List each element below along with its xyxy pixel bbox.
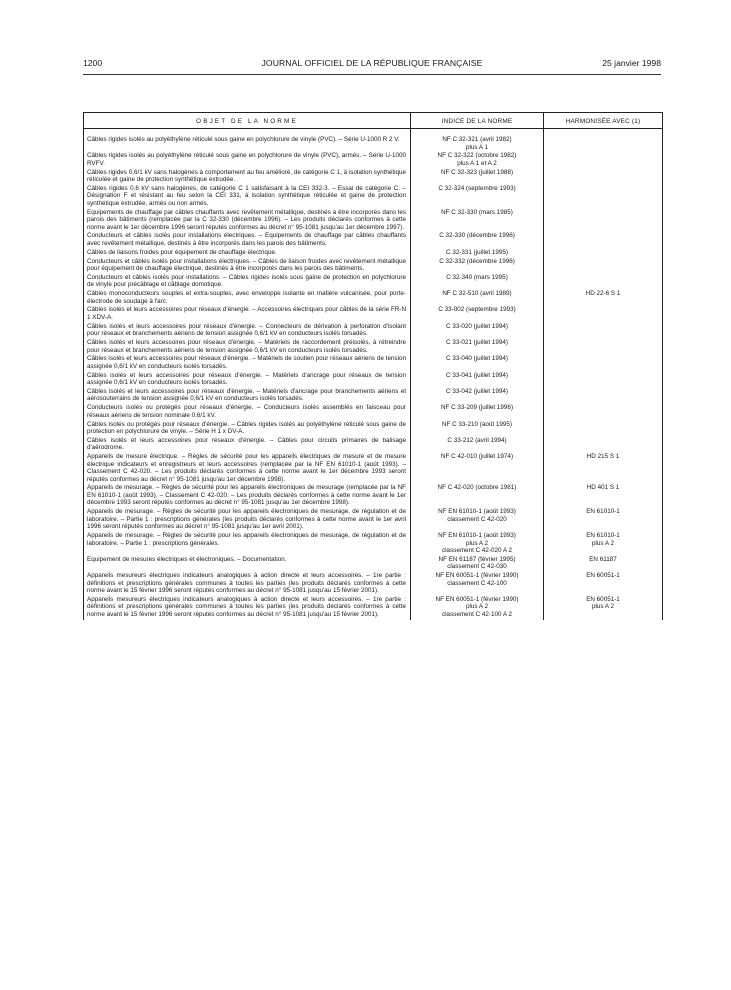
norm-index-line: C 33-020 (juillet 1994) [446,322,508,330]
harmonised-with [544,290,663,306]
norm-object: Câbles isolés et leurs accessoires pour réseaux d'énergie. – Accessoires électriques pour câbles de la série FR-N 1 XDV-A. [84,306,411,322]
table-row [84,596,663,620]
norm-object: Appareils mesureurs électriques indicateurs analogiques à action directe et leurs accessoires. – 1re partie : définitions et prescriptions générales communes à toutes les parties (les produits déclarés conformes à cette norme avant le 15 février 1996 seront réputés conformes au décret n° 95-1081 jusqu'au 15 février 2001). [84,572,411,596]
harmonised-line: plus A 2 [591,539,615,547]
norm-index-line: NF C 33-209 (juillet 1996) [440,404,514,412]
norm-object: Câbles monoconducteurs souples et extra-souples, avec enveloppe isolante en matière vulcanisée, pour porte-électrode de soudage à l'arc. [84,290,411,306]
harmonised-with [544,306,663,322]
norm-object: Conducteurs et câbles isolés pour installations électriques. – Equipements de chauffage par câbles chauffants avec revêtement métallique, destinés à être incorporés dans les parois des bâtiments. [84,232,411,248]
table-row [84,169,663,185]
norm-index [411,453,544,484]
table-row [84,306,663,322]
table-row [84,453,663,484]
norm-index-line: classement C 42-100 A 2 [441,610,512,618]
norm-object: Appareils de mesure électrique. – Règles de sécurité pour les appareils électriques de mesure et de mesure électrique indicateurs et enregistreurs et leurs accessoires (remplacée par la NF EN 61010-1 (août 1993). – Classement C 42-020. – Les produits déclarés conformes à cette norme avant le 1er décembre 1993 seront réputés conformes au décret n° 95-1081 jusqu'au 1er décembre 1998). [84,453,411,484]
table-row [84,404,663,420]
norm-index-line: NF EN 60051-1 (février 1990) [435,595,519,603]
norm-object: Conducteurs et câbles isolés pour installations électriques. – Câbles de liaison froides avec revêtement métallique pour équipement de chauffage électrique, destinés à être incorporés dans les parois des bâtiments. [84,258,411,274]
harmonised-with [544,249,663,258]
norm-object: Equipements de chauffage par câbles chauffants avec revêtement métallique, destinés à être incorporés dans les parois des bâtiments (remplacée par la C 32-330 (décembre 1996). – Les produits déclarés conformes à cette norme avant le 1er décembre 1996 seront réputés conformes au décret n° 95-1081 jusqu'au 1er décembre 1997). [84,209,411,233]
harmonised-with [544,209,663,233]
harmonised-with [544,129,663,153]
norm-index-line: plus A 1 et A 2 [457,159,497,167]
norm-index-line: NF C 42-010 (juillet 1974) [440,453,514,461]
norm-index-line: C 32-330 (décembre 1996) [439,232,515,240]
norm-object: Câbles isolés et leurs accessoires pour réseaux d'énergie. – Matériels d'ancrage pour branchements aériens et aérosouterrains de tension assignée 0,6/1 kV en conducteurs isolés torsadés. [84,388,411,404]
journal-title: JOURNAL OFFICIEL DE LA RÉPUBLIQUE FRANÇAISE [261,58,483,68]
harmonised-line: EN 60051-1 [586,572,620,580]
norm-index [411,152,544,168]
page-number: 1200 [83,58,103,68]
table-row [84,274,663,290]
norm-index [411,306,544,322]
norm-index-line: classement C 42-030 [447,563,507,571]
harmonised-with [544,404,663,420]
norm-object: Câbles isolés ou protégés pour réseaux d'énergie. – Câbles rigides isolés au polyéthylène réticulé sous gaine de protection en polychlorure de vinyle. – Série H 1 x DV-A. [84,421,411,437]
table-row [84,249,663,258]
norm-index [411,169,544,185]
table-row [84,437,663,453]
harmonised-with [544,185,663,209]
harmonised-with [544,532,663,556]
norm-index [411,572,544,596]
column-header-indice: INDICE DE LA NORME [411,113,544,129]
harmonised-line: EN 61187 [589,555,617,563]
norm-object: Câbles isolés et leurs accessoires pour réseaux d'énergie. – Matériels de soutien pour réseaux aériens de tension assignée 0,6/1 kV en conducteurs isolés torsadés. [84,355,411,371]
harmonised-with [544,388,663,404]
norm-index [411,421,544,437]
table-row [84,323,663,339]
harmonised-with [544,258,663,274]
table-row [84,290,663,306]
norm-object: Câbles isolés et leurs accessoires pour réseaux d'énergie. – Câbles pour circuits primaires de balisage d'aérodrome. [84,437,411,453]
table-row [84,185,663,209]
norm-index [411,372,544,388]
table-body [84,129,663,620]
norm-index-line: NF C 33-210 (août 1995) [441,420,512,428]
harmonised-line: HD 401 S 1 [586,484,620,492]
norm-index [411,274,544,290]
table-row [84,152,663,168]
norm-object: Equipement de mesures électriques et électroniques. – Documentation. [84,556,411,572]
harmonised-with [544,274,663,290]
norm-index-line: plus A 2 [465,603,489,611]
norm-index [411,355,544,371]
norm-object: Câbles rigides isolés au polyéthylène réticulé sous gaine en polychlorure de vinyle (PVC). – Série U-1000 R 2 V. [84,129,411,153]
norm-index [411,258,544,274]
norm-object: Appareils de mesurage. – Règles de sécurité pour les appareils électroniques de mesurage, de régulation et de laboratoire. – Partie 1 : prescriptions générales (les produits déclarés conformes à cette norme avant le 1er avril 1996 seront réputés conformes au décret n° 95-1081 jusqu'au 1er avril 2001). [84,508,411,532]
norm-index-line: NF C 32-330 (mars 1985) [441,208,513,216]
norm-index-line: C 32-324 (septembre 1993) [438,184,516,192]
norm-index [411,323,544,339]
norm-index-line: classement C 42-100 [447,579,507,587]
table-row [84,484,663,508]
norm-index [411,185,544,209]
norm-index-line: NF C 42-020 (octobre 1981) [437,484,517,492]
norm-index-line: C 33-040 (juillet 1994) [446,355,508,363]
norm-object: Conducteurs et câbles isolés pour installations. – Câbles rigides isolés sous gaine de protection en polychlorure de vinyle pour précâblage et câblage domotique. [84,274,411,290]
table-row [84,532,663,556]
harmonised-with [544,339,663,355]
norm-index-line: C 33-212 (avril 1994) [447,436,507,444]
norm-index [411,232,544,248]
norm-index [411,404,544,420]
norm-index [411,290,544,306]
table-header-row [84,113,663,129]
harmonised-with [544,169,663,185]
harmonised-with [544,572,663,596]
norm-object: Câbles de liaisons froides pour équipement de chauffage électrique. [84,249,411,258]
norm-object: Câbles rigides isolés au polyéthylène réticulé sous gaine en polychlorure de vinyle (PVC), armés. – Série U-1000 RVFV. [84,152,411,168]
norm-index-line: classement C 42-020 [447,515,507,523]
harmonised-with [544,232,663,248]
norm-object: Câbles isolés et leurs accessoires pour réseaux d'énergie. – Connecteurs de dérivation à perforation d'isolant pour réseaux et branchements aériens de tension assignée 0,6/1 kV en conducteurs isolés torsadés. [84,323,411,339]
table-row [84,339,663,355]
norm-index [411,437,544,453]
norm-index [411,129,544,153]
norm-index-line: NF C 32-323 (juillet 1988) [440,168,514,176]
harmonised-line: EN 61010-1 [586,532,620,540]
norm-object: Câbles isolés et leurs accessoires pour réseaux d'énergie. – Matériels de raccordement préisolés, à rétreindre pour réseaux et branchements aériens de tension assignée 0,6/1 kV en conducteurs isolés torsadés. [84,339,411,355]
column-header-objet: OBJET DE LA NORME [84,113,411,129]
table-row [84,355,663,371]
norm-index [411,556,544,572]
norm-index-line: NF C 32-321 (avril 1982) [442,136,512,143]
norm-object: Appareils de mesurage. – Règles de sécurité pour les appareils électroniques de mesurage (remplacée par la NF EN 61010-1 (août 1993). – Classement C 42-020. – Les produits déclarés conformes à cette norme avant le 1er décembre 1993 seront réputés conformes au décret n° 95-1081 jusqu'au 1er décembre 1998). [84,484,411,508]
norm-index-line: NF C 32-322 (octobre 1982) [437,152,517,160]
harmonised-line: EN 60051-1 [586,595,620,603]
norm-object: Appareils de mesurage. – Règles de sécurité pour les appareils électroniques de mesurage, de régulation et de laboratoire. – Partie 1 : prescriptions générales. [84,532,411,556]
norm-index-line: NF C 32-510 (avril 1989) [442,290,512,298]
table-row [84,232,663,248]
publication-date: 25 janvier 1998 [602,58,661,68]
harmonised-with [544,152,663,168]
table-row [84,572,663,596]
harmonised-with [544,421,663,437]
table-row [84,388,663,404]
norm-index-line: C 32-331 (juillet 1995) [446,248,508,256]
norm-index [411,484,544,508]
norm-index-line: C 33-002 (septembre 1993) [438,306,516,314]
norm-index-line: classement C 42-020 A 2 [441,547,512,555]
table-row [84,258,663,274]
norm-index [411,596,544,620]
norm-index-line: C 32-340 (mars 1995) [446,273,508,281]
harmonised-with [544,556,663,572]
harmonised-with [544,437,663,453]
norm-object: Câbles rigides 0,6/1 kV sans halogènes à comportement au feu amélioré, de catégorie C 1, à isolation synthétique réticulée et gaine de protection synthétique extrudée. [84,169,411,185]
harmonised-with [544,372,663,388]
norm-index-line: C 33-042 (juillet 1994) [446,387,508,395]
harmonised-with [544,508,663,532]
norm-index [411,249,544,258]
table-row [84,421,663,437]
harmonised-with [544,596,663,620]
standards-table [83,112,663,620]
harmonised-line: HD 215 S 1 [586,453,620,461]
harmonised-with [544,355,663,371]
norm-object: Câbles rigides 0,6 kV sans halogènes, de catégorie C 1 satisfaisant à la CEI 332-3. – Essai de catégorie C. – Désignation F et résistant au feu selon la CEI 331, à isolation synthétique réticulée et gaine de protection synthétique extrudée, armés ou non armés. [84,185,411,209]
harmonised-line: EN 61010-1 [586,508,620,516]
harmonised-line: HD 22-6 S 1 [585,290,621,298]
column-header-harmonisee: HARMONISÉE AVEC (1) [544,113,663,129]
harmonised-with [544,484,663,508]
header-rule [83,74,661,75]
norm-index [411,209,544,233]
norm-index-line: NF EN 61010-1 (août 1993) [438,508,516,516]
harmonised-line: plus A 2 [591,603,615,611]
norm-index-line: plus A 1 [465,143,489,151]
norm-index [411,508,544,532]
table-row [84,508,663,532]
table-row [84,129,663,153]
norm-index-line: NF EN 61187 (février 1995) [438,555,516,563]
norm-index-line: NF EN 60051-1 (février 1990) [435,572,519,580]
harmonised-with [544,453,663,484]
page-header [83,58,661,72]
norm-object: Conducteurs isolés ou protégés pour réseaux d'énergie. – Conducteurs isolés assemblés en faisceau pour réseaux aériens de tension nominale 0,6/1 kV. [84,404,411,420]
norm-index-line: NF EN 61010-1 (août 1993) [438,532,516,540]
table-row [84,209,663,233]
norm-index-line: C 33-021 (juillet 1994) [446,339,508,347]
norm-index-line: C 33-041 (juillet 1994) [446,371,508,379]
norm-object: Câbles isolés et leurs accessoires pour réseaux d'énergie. – Matériels d'ancrage pour réseaux de tension assignée 0,6/1 kV en conducteurs isolés torsadés. [84,372,411,388]
table-row [84,556,663,572]
norm-index [411,532,544,556]
norm-index [411,388,544,404]
table-row [84,372,663,388]
norm-index-line: C 32-332 (décembre 1996) [439,257,515,265]
norm-object: Appareils mesureurs électriques indicateurs analogiques à action directe et leurs accessoires. – 1re partie : définitions et prescriptions générales communes à toutes les parties (les produits déclarés conformes à cette norme avant le 15 février 1996 seront réputés conformes au décret n° 95-1081 jusqu'au 15 février 2001). [84,596,411,620]
harmonised-with [544,323,663,339]
norm-index-line: plus A 2 [465,539,489,547]
norm-index [411,339,544,355]
